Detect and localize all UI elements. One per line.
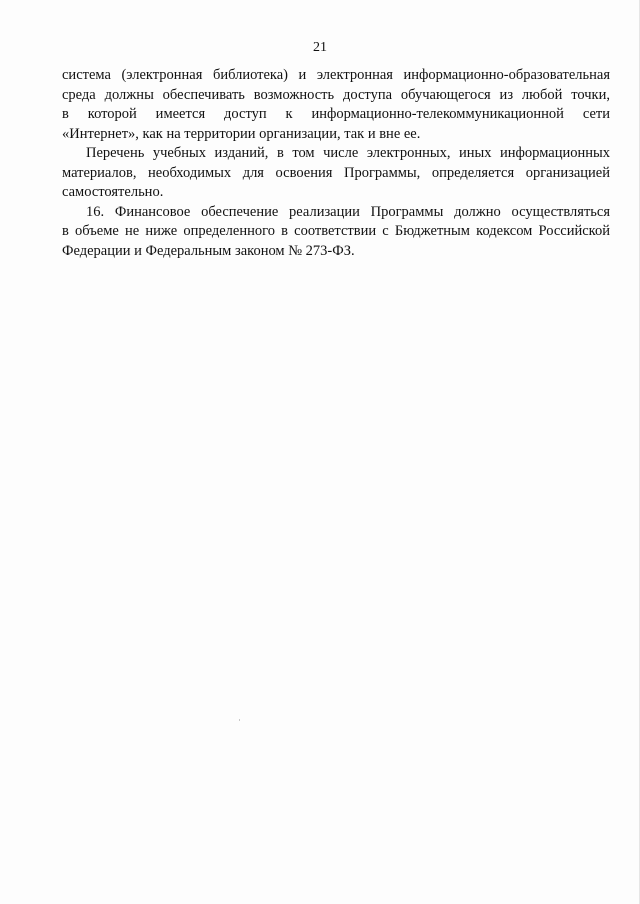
document-body	[62, 66, 610, 261]
text-line: самостоятельно.	[62, 184, 164, 200]
paragraph-educational-materials	[62, 144, 610, 203]
text-line: Перечень учебных изданий, в том числе электронных, иных информационных	[86, 145, 610, 161]
text-line: в объеме не ниже определенного в соответствии с Бюджетным кодексом Российской	[62, 223, 610, 239]
scan-speck	[239, 719, 240, 721]
text-line: система (электронная библиотека) и электронная информационно-образовательная	[62, 67, 610, 83]
text-line: 16. Финансовое обеспечение реализации Программы должно осуществляться	[86, 203, 610, 220]
text-line: в которой имеется доступ к информационно-телекоммуникационной сети	[62, 106, 610, 122]
text-line: «Интернет», как на территории организации, так и вне ее.	[62, 125, 421, 142]
page-number: 21	[313, 40, 327, 55]
text-line: среда должны обеспечивать возможность доступа обучающегося из любой точки,	[62, 86, 610, 103]
paragraph-library-access	[62, 66, 610, 144]
text-line: материалов, необходимых для освоения Программы, определяется организацией	[62, 164, 610, 181]
text-line: Федерации и Федеральным законом № 273-ФЗ.	[62, 242, 355, 259]
paragraph-financial-support	[62, 203, 610, 262]
